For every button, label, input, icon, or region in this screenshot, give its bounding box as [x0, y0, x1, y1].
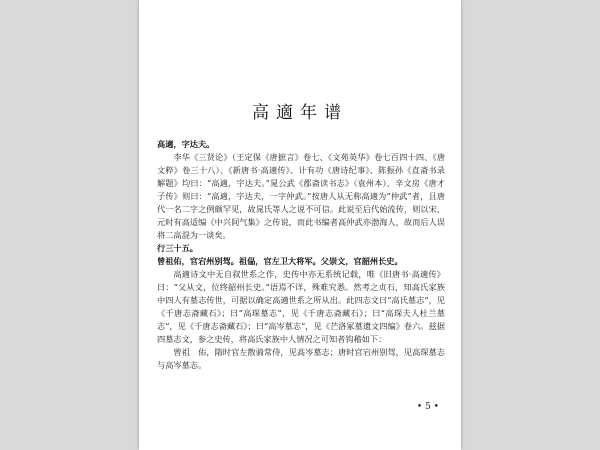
section-heading: 高適，字达夫。: [157, 139, 215, 149]
page-title: 高適年谱: [252, 103, 348, 123]
book-page: [139, 0, 461, 450]
section-heading: 行三十五。: [157, 243, 198, 253]
page-number: • 5 •: [416, 402, 439, 412]
page-body: [157, 138, 445, 372]
paragraph: 李华《三贤论》（王定保《唐摭言》卷七、《文苑英华》卷七百四十四、《唐文粹》卷三十八）、《新唐书·高適传》、计有功《唐诗纪事》、陈振孙《直斋书录解题》均曰：“高適，字达夫。”晁公武《郡斋读书志》（袁州本）、辛文房《唐才子传》则曰：“高適，字达夫，一字仲武。”按唐人从无称高適为“仲武”者，且唐代一名二字之例颇罕见，故晁氏等人之说不可信。此说至后代始流传，则以宋、元时有高适编《中兴间气集》之传说，而此书编者高仲武亦渤海人，故而后人误将二高混为一谈矣。: [157, 152, 445, 240]
paragraph: 高適诗文中无自叙世系之作，史传中亦无系统记载，唯《旧唐书·高適传》曰：“父从文，位终韶州长史。”语焉不详，殊难究悉。然考之贞石，知高氏家族中四人有墓志传世，可据以确定高適世系之所从出。此四志文曰“高氏墓志”，见《千唐志斋藏石》；曰“高琛墓志”，见《千唐志斋藏石》；曰“高琛夫人杜兰墓志”，见《千唐志斋藏石》；曰“高岑墓志”，见《芒洛冢墓遗文四编》卷六。兹据四墓志文，参之史传，将高氏家族中人情况之可知者钩稽如下：: [157, 269, 445, 344]
paragraph: 曾祖 佑，隋时官左散骑常侍，见高岑墓志；唐时官宕州别驾，见高琛墓志与高岑墓志。: [157, 347, 445, 370]
section-heading: 曾祖佑，官宕州别驾。祖偘，官左卫大将军。父崇文，官韶州长史。: [157, 256, 403, 266]
